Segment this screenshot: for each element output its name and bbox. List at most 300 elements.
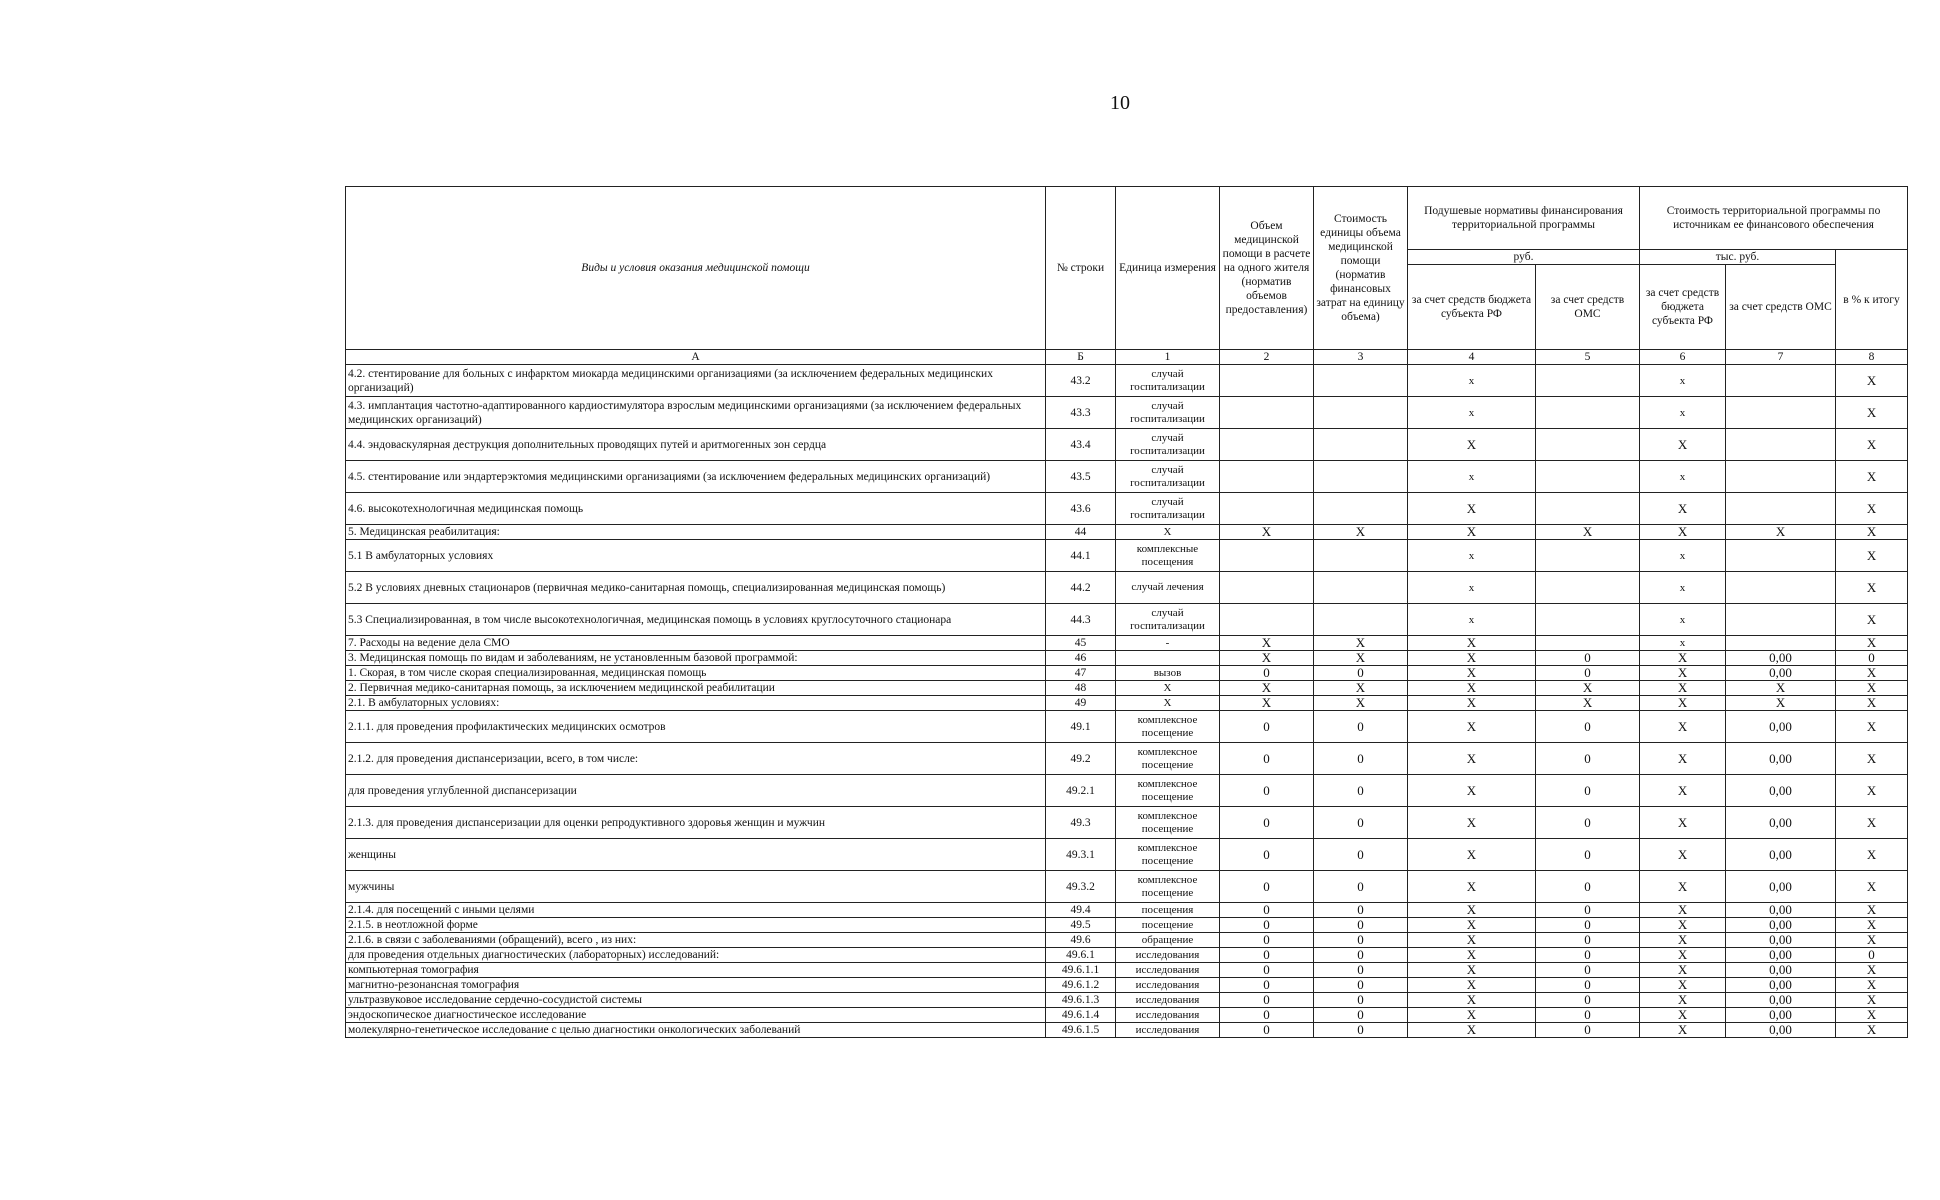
value-cell-3: 0 [1314,963,1408,978]
row-number-cell: 43.6 [1046,493,1116,525]
row-unit-cell: исследования [1116,978,1220,993]
value-cell-2: X [1220,696,1314,711]
value-cell-5: 0 [1536,933,1640,948]
value-cell-5 [1536,604,1640,636]
column-index-cell: 8 [1836,350,1908,365]
value-cell-8: X [1836,572,1908,604]
value-cell-7 [1726,365,1836,397]
table-row [346,775,1908,807]
table-row [346,429,1908,461]
value-cell-7: 0,00 [1726,918,1836,933]
row-number-cell: 43.4 [1046,429,1116,461]
row-unit-cell: случай лечения [1116,572,1220,604]
value-cell-7: 0,00 [1726,807,1836,839]
value-cell-7: 0,00 [1726,933,1836,948]
value-cell-4: X [1408,651,1536,666]
value-cell-4: x [1408,540,1536,572]
value-cell-3: X [1314,681,1408,696]
value-cell-5 [1536,365,1640,397]
value-cell-4: X [1408,525,1536,540]
table-row [346,918,1908,933]
value-cell-5: 0 [1536,871,1640,903]
row-name-cell: компьютерная томография [346,963,1046,978]
row-unit-cell: случай госпитализации [1116,365,1220,397]
row-name-cell: магнитно-резонансная томография [346,978,1046,993]
row-name-cell: женщины [346,839,1046,871]
value-cell-3: 0 [1314,711,1408,743]
value-cell-6: X [1640,963,1726,978]
value-cell-2: 0 [1220,666,1314,681]
row-unit-cell: случай госпитализации [1116,461,1220,493]
value-cell-5: 0 [1536,948,1640,963]
value-cell-8: X [1836,775,1908,807]
value-cell-3 [1314,365,1408,397]
value-cell-8: X [1836,681,1908,696]
value-cell-7: 0,00 [1726,903,1836,918]
value-cell-8: X [1836,963,1908,978]
row-unit-cell: случай госпитализации [1116,604,1220,636]
row-unit-cell: комплексное посещение [1116,839,1220,871]
row-name-cell: ультразвуковое исследование сердечно-сосудистой системы [346,993,1046,1008]
value-cell-2: 0 [1220,993,1314,1008]
value-cell-6: X [1640,807,1726,839]
row-name-cell: 4.3. имплантация частотно-адаптированного кардиостимулятора взрослым медицинскими организациями (за исключением федеральных медицинских организаций) [346,397,1046,429]
value-cell-7: 0,00 [1726,963,1836,978]
header-percent: в % к итогу [1836,250,1908,350]
value-cell-4: X [1408,918,1536,933]
value-cell-2: 0 [1220,933,1314,948]
header-oms-thous: за счет средств ОМС [1726,265,1836,350]
row-name-cell: 4.2. стентирование для больных с инфарктом миокарда медицинскими организациями (за исключением федеральных медицинских организаций) [346,365,1046,397]
table-row [346,572,1908,604]
header-volume: Объем медицинской помощи в расчете на одного жителя (норматив объемов предоставления) [1220,187,1314,350]
value-cell-4: X [1408,493,1536,525]
value-cell-7: 0,00 [1726,978,1836,993]
row-unit-cell: вызов [1116,666,1220,681]
value-cell-7 [1726,461,1836,493]
header-oms-rub: за счет средств ОМС [1536,265,1640,350]
row-name-cell: 7. Расходы на ведение дела СМО [346,636,1046,651]
table-row [346,365,1908,397]
value-cell-5: 0 [1536,743,1640,775]
row-unit-cell: исследования [1116,963,1220,978]
value-cell-5 [1536,540,1640,572]
value-cell-2: X [1220,681,1314,696]
value-cell-4: x [1408,461,1536,493]
column-index-cell: 3 [1314,350,1408,365]
value-cell-3 [1314,604,1408,636]
value-cell-5 [1536,397,1640,429]
value-cell-2 [1220,429,1314,461]
row-unit-cell: комплексное посещение [1116,743,1220,775]
value-cell-3: X [1314,636,1408,651]
value-cell-2 [1220,540,1314,572]
value-cell-6: X [1640,681,1726,696]
value-cell-8: X [1836,493,1908,525]
value-cell-7: 0,00 [1726,775,1836,807]
row-unit-cell: X [1116,681,1220,696]
value-cell-7 [1726,429,1836,461]
column-index-cell: 4 [1408,350,1536,365]
value-cell-5: 0 [1536,918,1640,933]
value-cell-3: 0 [1314,918,1408,933]
table-row [346,933,1908,948]
value-cell-4: X [1408,933,1536,948]
row-name-cell: для проведения углубленной диспансеризации [346,775,1046,807]
value-cell-2 [1220,397,1314,429]
value-cell-5 [1536,429,1640,461]
row-name-cell: 1. Скорая, в том числе скорая специализированная, медицинская помощь [346,666,1046,681]
value-cell-6: X [1640,933,1726,948]
value-cell-7 [1726,540,1836,572]
value-cell-4: X [1408,903,1536,918]
value-cell-6: X [1640,696,1726,711]
header-thous-rub: тыс. руб. [1640,250,1836,265]
value-cell-5 [1536,461,1640,493]
value-cell-2: X [1220,651,1314,666]
financing-table-wrapper [345,186,1907,1038]
row-number-cell: 49.6.1.4 [1046,1008,1116,1023]
value-cell-8: X [1836,1008,1908,1023]
value-cell-4: X [1408,711,1536,743]
value-cell-2 [1220,604,1314,636]
value-cell-2: X [1220,525,1314,540]
table-row [346,666,1908,681]
value-cell-2: 0 [1220,775,1314,807]
value-cell-3 [1314,540,1408,572]
value-cell-7: 0,00 [1726,948,1836,963]
value-cell-7: 0,00 [1726,871,1836,903]
value-cell-2 [1220,572,1314,604]
value-cell-6: X [1640,493,1726,525]
row-name-cell: 4.4. эндоваскулярная деструкция дополнительных проводящих путей и аритмогенных зон сердца [346,429,1046,461]
value-cell-3: 0 [1314,978,1408,993]
row-name-cell: мужчины [346,871,1046,903]
row-name-cell: 2.1.4. для посещений с иными целями [346,903,1046,918]
value-cell-5: 0 [1536,775,1640,807]
row-unit-cell: случай госпитализации [1116,397,1220,429]
value-cell-7: X [1726,681,1836,696]
value-cell-4: x [1408,572,1536,604]
column-index-cell: А [346,350,1046,365]
value-cell-6: X [1640,525,1726,540]
table-row [346,743,1908,775]
value-cell-6: X [1640,918,1726,933]
value-cell-7 [1726,572,1836,604]
value-cell-5: 0 [1536,839,1640,871]
row-name-cell: 5. Медицинская реабилитация: [346,525,1046,540]
row-unit-cell: X [1116,525,1220,540]
table-row [346,696,1908,711]
row-number-cell: 46 [1046,651,1116,666]
header-budget-rub: за счет средств бюджета субъекта РФ [1408,265,1536,350]
value-cell-5: 0 [1536,666,1640,681]
value-cell-5: 0 [1536,651,1640,666]
row-number-cell: 43.5 [1046,461,1116,493]
value-cell-5: 0 [1536,993,1640,1008]
value-cell-3: X [1314,525,1408,540]
value-cell-8: X [1836,604,1908,636]
value-cell-4: X [1408,681,1536,696]
value-cell-6: x [1640,604,1726,636]
value-cell-6: X [1640,1008,1726,1023]
column-index-row [346,350,1908,365]
value-cell-5: 0 [1536,711,1640,743]
value-cell-8: 0 [1836,948,1908,963]
value-cell-7: 0,00 [1726,651,1836,666]
value-cell-6: X [1640,651,1726,666]
value-cell-8: X [1836,871,1908,903]
table-row [346,651,1908,666]
page-number: 10 [1110,92,1130,114]
value-cell-5 [1536,636,1640,651]
row-name-cell: 2.1.3. для проведения диспансеризации для оценки репродуктивного здоровья женщин и мужчин [346,807,1046,839]
header-per-capita-group: Подушевые нормативы финансирования территориальной программы [1408,187,1640,250]
value-cell-2 [1220,461,1314,493]
header-unit: Единица измерения [1116,187,1220,350]
value-cell-8: X [1836,978,1908,993]
value-cell-6: X [1640,429,1726,461]
row-number-cell: 44 [1046,525,1116,540]
column-index-cell: 6 [1640,350,1726,365]
row-name-cell: 2.1.2. для проведения диспансеризации, всего, в том числе: [346,743,1046,775]
value-cell-3: 0 [1314,807,1408,839]
value-cell-5 [1536,572,1640,604]
table-row [346,493,1908,525]
table-header [346,187,1908,365]
row-unit-cell: исследования [1116,1023,1220,1038]
value-cell-4: x [1408,604,1536,636]
value-cell-4: X [1408,1023,1536,1038]
value-cell-3: 0 [1314,743,1408,775]
value-cell-7: 0,00 [1726,666,1836,681]
table-row [346,993,1908,1008]
value-cell-7: 0,00 [1726,711,1836,743]
value-cell-3: 0 [1314,775,1408,807]
row-number-cell: 49.2 [1046,743,1116,775]
value-cell-6: X [1640,743,1726,775]
value-cell-8: X [1836,525,1908,540]
value-cell-2 [1220,493,1314,525]
value-cell-3 [1314,461,1408,493]
row-number-cell: 49.6 [1046,933,1116,948]
row-name-cell: 2.1.6. в связи с заболеваниями (обращений), всего , из них: [346,933,1046,948]
value-cell-4: X [1408,871,1536,903]
value-cell-3: 0 [1314,666,1408,681]
row-number-cell: 49.2.1 [1046,775,1116,807]
row-number-cell: 44.1 [1046,540,1116,572]
table-row [346,604,1908,636]
value-cell-7: 0,00 [1726,1023,1836,1038]
row-unit-cell: исследования [1116,948,1220,963]
value-cell-5 [1536,493,1640,525]
value-cell-7: 0,00 [1726,743,1836,775]
row-unit-cell: X [1116,696,1220,711]
value-cell-2: 0 [1220,871,1314,903]
row-unit-cell [1116,651,1220,666]
value-cell-4: x [1408,365,1536,397]
column-index-cell: 2 [1220,350,1314,365]
value-cell-7: X [1726,696,1836,711]
value-cell-4: X [1408,978,1536,993]
value-cell-8: X [1836,696,1908,711]
value-cell-2: 0 [1220,1023,1314,1038]
value-cell-6: x [1640,572,1726,604]
value-cell-2 [1220,365,1314,397]
row-name-cell: молекулярно-генетическое исследование с целью диагностики онкологических заболеваний [346,1023,1046,1038]
row-name-cell: 4.5. стентирование или эндартерэктомия медицинскими организациями (за исключением федеральных медицинских организаций) [346,461,1046,493]
value-cell-3: 0 [1314,1008,1408,1023]
value-cell-2: 0 [1220,1008,1314,1023]
row-number-cell: 49.1 [1046,711,1116,743]
value-cell-4: X [1408,666,1536,681]
value-cell-4: X [1408,993,1536,1008]
value-cell-2: 0 [1220,711,1314,743]
value-cell-4: X [1408,636,1536,651]
table-row [346,903,1908,918]
row-name-cell: эндоскопическое диагностическое исследование [346,1008,1046,1023]
value-cell-7: 0,00 [1726,993,1836,1008]
value-cell-8: X [1836,461,1908,493]
row-unit-cell: комплексные посещения [1116,540,1220,572]
table-row [346,839,1908,871]
value-cell-7: 0,00 [1726,839,1836,871]
value-cell-5: X [1536,696,1640,711]
row-unit-cell: посещение [1116,918,1220,933]
value-cell-6: x [1640,636,1726,651]
value-cell-8: X [1836,711,1908,743]
table-row [346,1008,1908,1023]
row-number-cell: 49.6.1.1 [1046,963,1116,978]
value-cell-5: X [1536,681,1640,696]
value-cell-2: 0 [1220,948,1314,963]
header-rub: руб. [1408,250,1640,265]
value-cell-6: X [1640,903,1726,918]
value-cell-7: 0,00 [1726,1008,1836,1023]
value-cell-7 [1726,493,1836,525]
row-name-cell: 5.2 В условиях дневных стационаров (первичная медико-санитарная помощь, специализированная медицинская помощь) [346,572,1046,604]
financing-table [345,186,1908,1038]
row-name-cell: 3. Медицинская помощь по видам и заболеваниям, не установленным базовой программой: [346,651,1046,666]
value-cell-8: X [1836,839,1908,871]
row-number-cell: 49 [1046,696,1116,711]
table-row [346,681,1908,696]
row-number-cell: 43.3 [1046,397,1116,429]
value-cell-3: 0 [1314,933,1408,948]
value-cell-2: X [1220,636,1314,651]
value-cell-3: 0 [1314,1023,1408,1038]
header-cost: Стоимость единицы объема медицинской помощи (норматив финансовых затрат на единицу объема) [1314,187,1408,350]
value-cell-7 [1726,397,1836,429]
row-number-cell: 44.2 [1046,572,1116,604]
row-unit-cell: комплексное посещение [1116,871,1220,903]
value-cell-3 [1314,429,1408,461]
value-cell-5: 0 [1536,978,1640,993]
value-cell-2: 0 [1220,903,1314,918]
value-cell-8: X [1836,993,1908,1008]
row-number-cell: 44.3 [1046,604,1116,636]
header-cost-group: Стоимость территориальной программы по источникам ее финансового обеспечения [1640,187,1908,250]
value-cell-6: X [1640,948,1726,963]
value-cell-8: X [1836,365,1908,397]
row-number-cell: 49.6.1.3 [1046,993,1116,1008]
value-cell-4: X [1408,743,1536,775]
row-unit-cell: исследования [1116,993,1220,1008]
header-row-no: № строки [1046,187,1116,350]
value-cell-8: 0 [1836,651,1908,666]
value-cell-6: X [1640,711,1726,743]
row-number-cell: 43.2 [1046,365,1116,397]
value-cell-6: X [1640,871,1726,903]
value-cell-4: X [1408,948,1536,963]
table-row [346,978,1908,993]
value-cell-3 [1314,493,1408,525]
row-name-cell: 2.1. В амбулаторных условиях: [346,696,1046,711]
value-cell-7 [1726,636,1836,651]
value-cell-4: x [1408,397,1536,429]
value-cell-6: X [1640,839,1726,871]
row-unit-cell: - [1116,636,1220,651]
table-row [346,871,1908,903]
table-row [346,461,1908,493]
value-cell-8: X [1836,918,1908,933]
row-number-cell: 49.3 [1046,807,1116,839]
row-number-cell: 49.3.1 [1046,839,1116,871]
header-budget-thous: за счет средств бюджета субъекта РФ [1640,265,1726,350]
value-cell-3: 0 [1314,903,1408,918]
value-cell-4: X [1408,963,1536,978]
value-cell-6: x [1640,365,1726,397]
row-unit-cell: комплексное посещение [1116,711,1220,743]
column-index-cell: 7 [1726,350,1836,365]
value-cell-5: 0 [1536,807,1640,839]
value-cell-8: X [1836,903,1908,918]
row-number-cell: 49.6.1.2 [1046,978,1116,993]
table-row [346,963,1908,978]
row-unit-cell: случай госпитализации [1116,493,1220,525]
value-cell-3: 0 [1314,993,1408,1008]
value-cell-3: 0 [1314,871,1408,903]
value-cell-4: X [1408,807,1536,839]
value-cell-6: x [1640,540,1726,572]
table-body [346,365,1908,1038]
value-cell-6: x [1640,461,1726,493]
value-cell-3 [1314,572,1408,604]
value-cell-4: X [1408,1008,1536,1023]
row-number-cell: 49.4 [1046,903,1116,918]
value-cell-5: 0 [1536,963,1640,978]
value-cell-3: 0 [1314,948,1408,963]
value-cell-6: x [1640,397,1726,429]
row-name-cell: 4.6. высокотехнологичная медицинская помощь [346,493,1046,525]
header-name: Виды и условия оказания медицинской помощи [346,187,1046,350]
row-unit-cell: комплексное посещение [1116,775,1220,807]
value-cell-7 [1726,604,1836,636]
value-cell-6: X [1640,993,1726,1008]
row-name-cell: 2. Первичная медико-санитарная помощь, за исключением медицинской реабилитации [346,681,1046,696]
value-cell-8: X [1836,636,1908,651]
column-index-cell: 5 [1536,350,1640,365]
table-row [346,540,1908,572]
row-name-cell: 2.1.1. для проведения профилактических медицинских осмотров [346,711,1046,743]
table-row [346,636,1908,651]
value-cell-8: X [1836,807,1908,839]
value-cell-3: X [1314,651,1408,666]
row-number-cell: 49.6.1.5 [1046,1023,1116,1038]
value-cell-5: 0 [1536,1008,1640,1023]
row-unit-cell: обращение [1116,933,1220,948]
value-cell-2: 0 [1220,807,1314,839]
